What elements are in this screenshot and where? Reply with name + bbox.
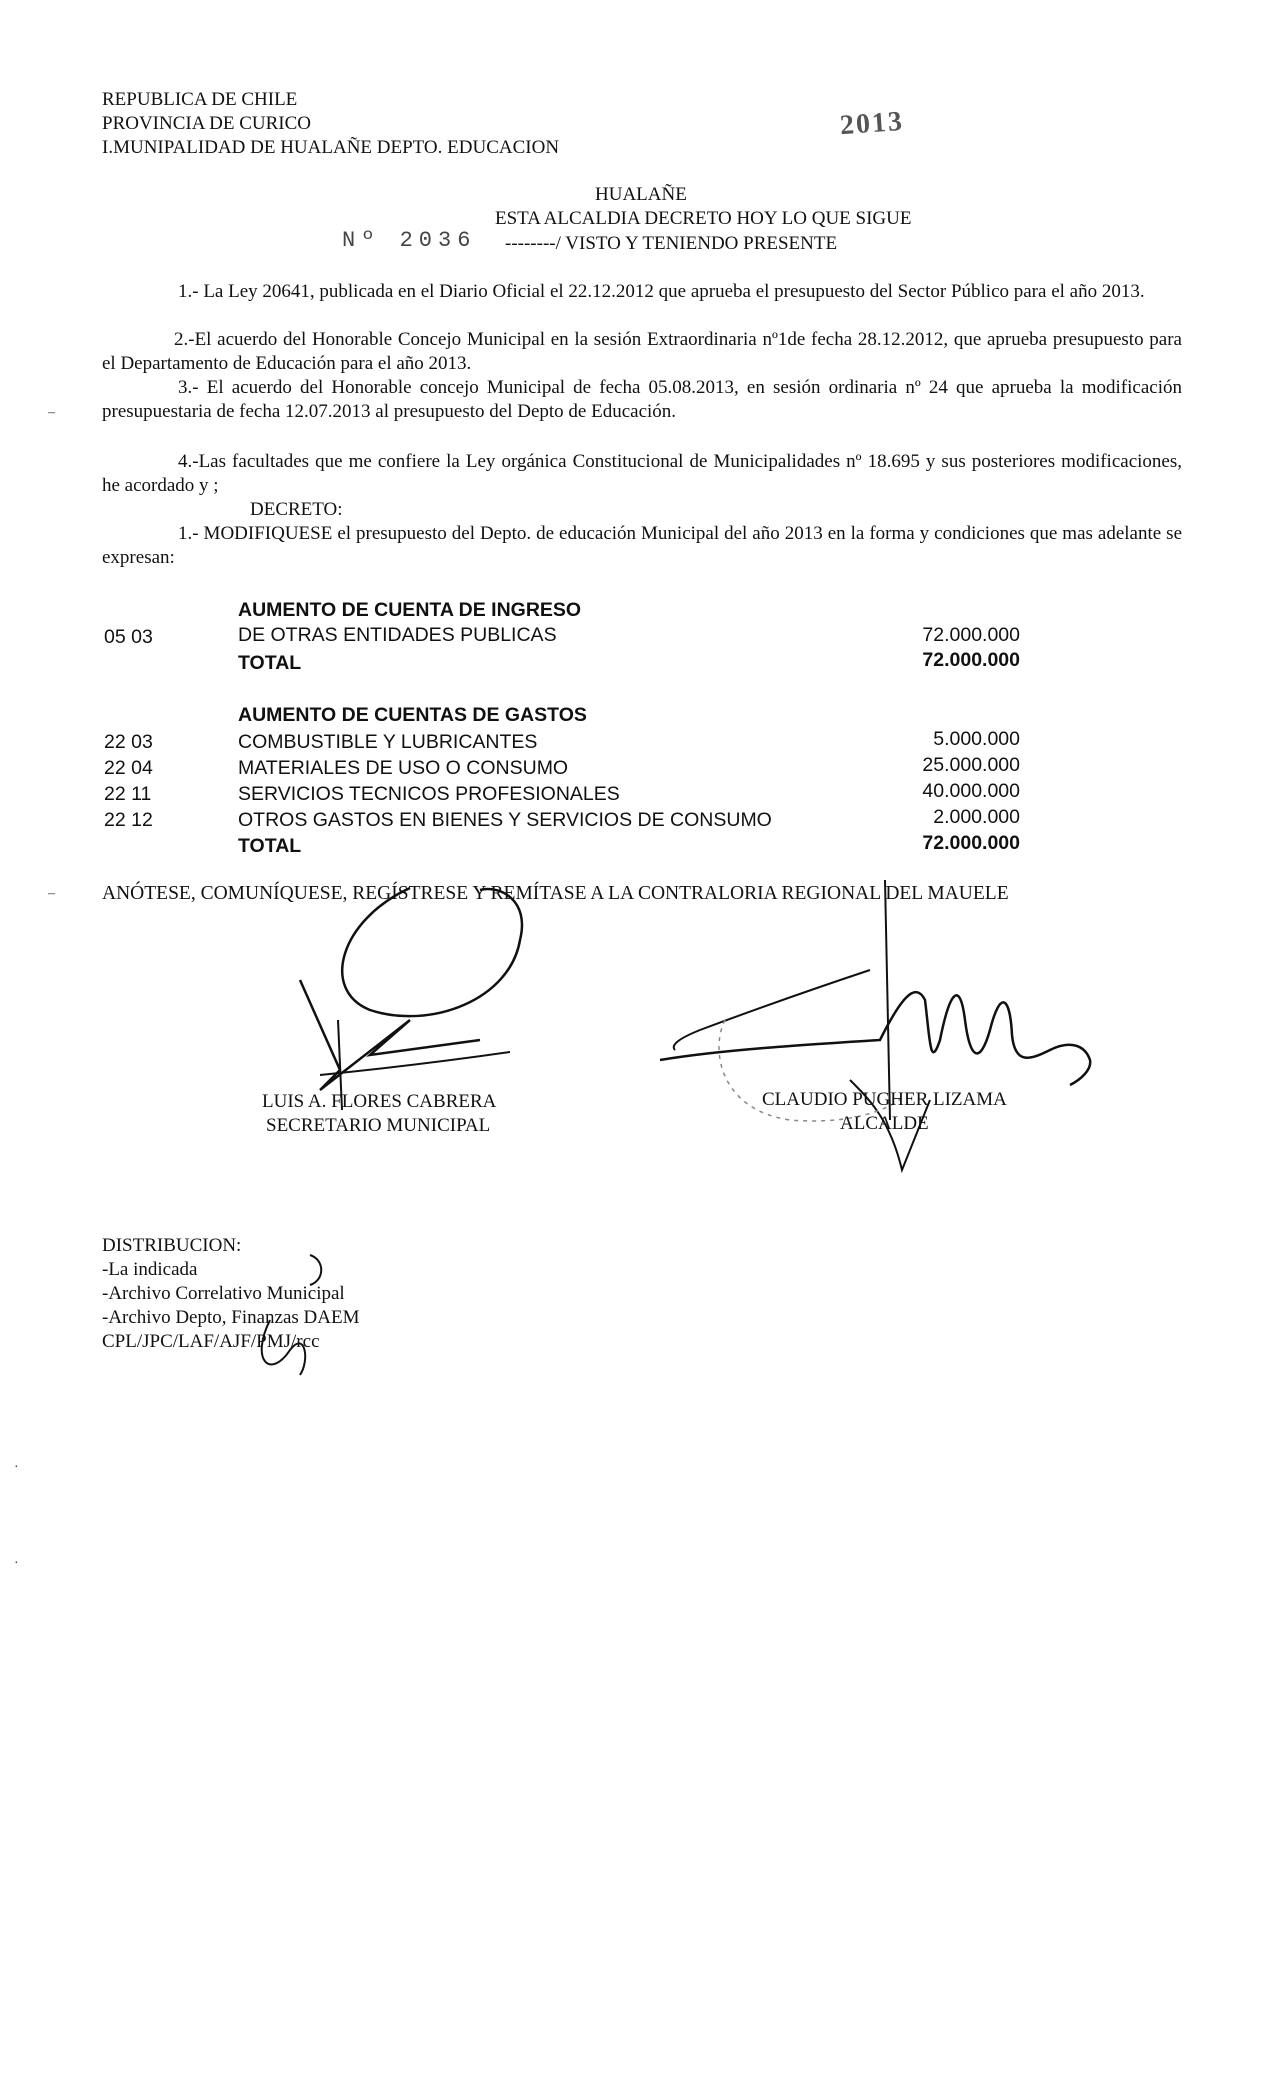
- secretary-signature: [280, 880, 560, 1110]
- place-title: HUALAÑE: [595, 184, 687, 205]
- header-republic: REPUBLICA DE CHILE: [102, 89, 298, 110]
- expense-row-name: OTROS GASTOS EN BIENES Y SERVICIOS DE CONSUMO: [238, 809, 772, 831]
- initials-signature: [210, 1250, 330, 1390]
- consideration-1: 1.- La Ley 20641, publicada en el Diario Oficial el 22.12.2012 que aprueba el presupuesto del Sector Público para el año 2013.: [178, 281, 1145, 302]
- distribution-item: -Archivo Correlativo Municipal: [102, 1283, 345, 1304]
- expense-row-code: 22 11: [104, 783, 152, 805]
- decree-number-stamp: Nº 2036: [342, 228, 477, 253]
- mayor-signature: [640, 870, 1100, 1190]
- expense-row-amount: 25.000.000: [922, 754, 1020, 776]
- income-row-amount: 72.000.000: [922, 624, 1020, 646]
- secretary-title: SECRETARIO MUNICIPAL: [266, 1115, 491, 1136]
- expense-row-amount: 2.000.000: [933, 806, 1020, 828]
- secretary-name: LUIS A. FLORES CABRERA: [262, 1091, 497, 1112]
- expense-row-amount: 5.000.000: [933, 728, 1020, 750]
- distribution-item: -Archivo Depto, Finanzas DAEM: [102, 1307, 360, 1328]
- expense-row-code: 22 03: [104, 731, 153, 753]
- expense-row-code: 22 12: [104, 809, 153, 831]
- expense-row-code: 22 04: [104, 757, 153, 779]
- expense-row-name: SERVICIOS TECNICOS PROFESIONALES: [238, 783, 620, 805]
- expense-row-amount: 40.000.000: [922, 780, 1020, 802]
- income-total-label: TOTAL: [238, 652, 302, 674]
- distribution-heading: DISTRIBUCION:: [102, 1235, 242, 1256]
- header-municipality: I.MUNIPALIDAD DE HUALAÑE DEPTO. EDUCACION: [102, 137, 560, 158]
- header-province: PROVINCIA DE CURICO: [102, 113, 312, 134]
- consideration-4: 4.-Las facultades que me confiere la Ley orgánica Constitucional de Municipalidades nº 18.695 y sus posteriores modificaciones, he acordado y ;: [102, 451, 1182, 496]
- decree-text: 1.- MODIFIQUESE el presupuesto del Depto. de educación Municipal del año 2013 en la forma y condiciones que mas adelante se expresan:: [102, 523, 1182, 568]
- expenses-total: 72.000.000: [922, 832, 1020, 854]
- expense-row-name: MATERIALES DE USO O CONSUMO: [238, 757, 569, 779]
- income-total: 72.000.000: [922, 649, 1020, 671]
- closing-statement: ANÓTESE, COMUNÍQUESE, REGÍSTRESE Y REMÍTASE A LA CONTRALORIA REGIONAL DEL MAUELE: [102, 883, 1009, 904]
- decreto-label: DECRETO:: [250, 499, 343, 520]
- stamp-year: 2013: [838, 105, 905, 142]
- mayor-title: ALCALDE: [840, 1113, 929, 1134]
- visto-line: --------/ VISTO Y TENIENDO PRESENTE: [505, 233, 838, 254]
- distribution-item: -La indicada: [102, 1259, 198, 1280]
- consideration-2: 2.-El acuerdo del Honorable Concejo Municipal en la sesión Extraordinaria nº1de fecha 28.12.2012, que aprueba presupuesto para el Departamento de Educación para el año 2013.: [102, 329, 1182, 374]
- decree-intro: ESTA ALCALDIA DECRETO HOY LO QUE SIGUE: [495, 208, 912, 229]
- consideration-3: 3.- El acuerdo del Honorable concejo Municipal de fecha 05.08.2013, en sesión ordinaria nº 24 que aprueba la modificación presupuestaria de fecha 12.07.2013 al presupuesto del Depto de Educación.: [102, 377, 1182, 422]
- income-heading: AUMENTO DE CUENTA DE INGRESO: [238, 599, 582, 621]
- income-row-name: DE OTRAS ENTIDADES PUBLICAS: [238, 624, 557, 646]
- income-row-code: 05 03: [104, 626, 153, 648]
- mayor-name: CLAUDIO PUGHER LIZAMA: [762, 1089, 1007, 1110]
- expenses-total-label: TOTAL: [238, 835, 302, 857]
- distribution-initials: CPL/JPC/LAF/AJF/PMJ/rcc: [102, 1331, 320, 1352]
- expenses-heading: AUMENTO DE CUENTAS DE GASTOS: [238, 704, 587, 726]
- expense-row-name: COMBUSTIBLE Y LUBRICANTES: [238, 731, 538, 753]
